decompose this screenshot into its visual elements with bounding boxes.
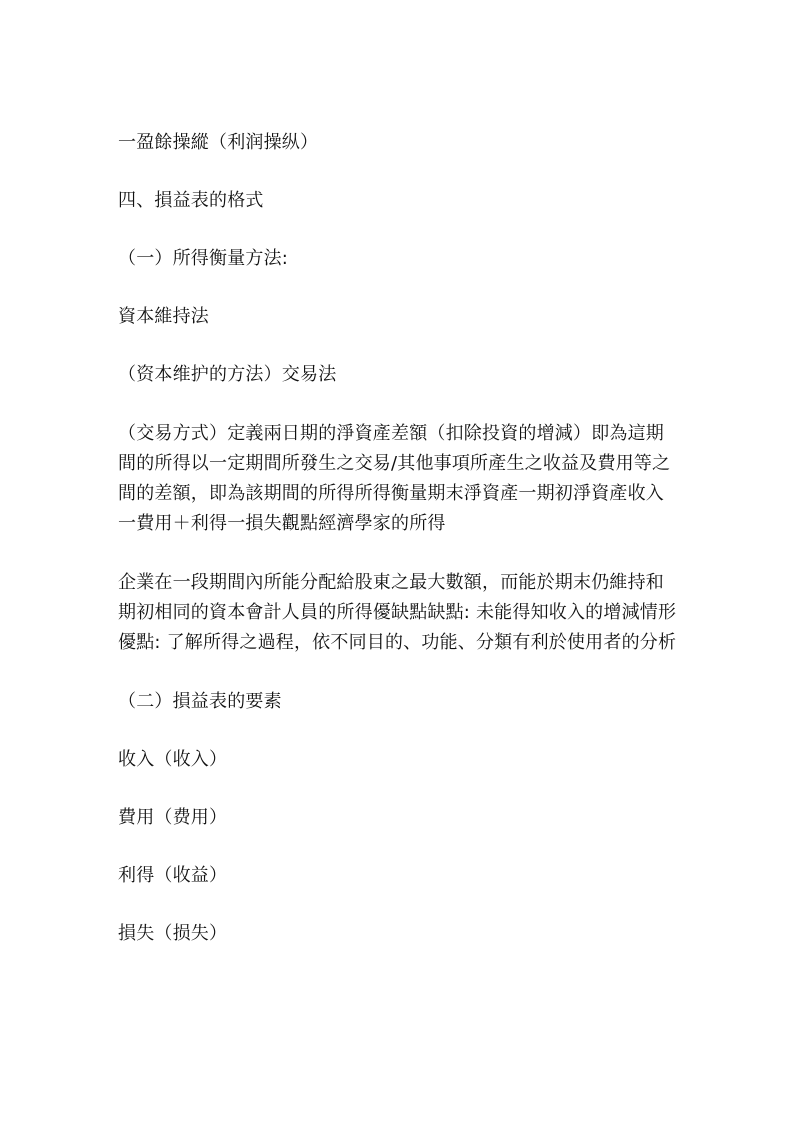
paragraph-spacer <box>118 539 678 568</box>
subsection-heading-income-statement-elements: （二）損益表的要素 <box>118 691 282 712</box>
paragraph-earnings-manipulation: 一盈餘操縱（利润操纵） <box>118 132 319 153</box>
subsection-heading-income-measurement: （一）所得衡量方法: <box>118 248 289 269</box>
paragraph-spacer <box>118 216 678 244</box>
paragraph-transaction-method-details: （交易方式）定義兩日期的淨資產差額（扣除投資的增減）即為這期間的所得以一定期間所發生之交易/其他事項所產生之收益及費用等之間的差額，即為該期間的所得所得衡量期末淨資產一期初淨資產收入一費用＋利得一損失觀點經濟學家的所得 <box>118 423 671 534</box>
paragraph-revenue: 收入（收入） <box>118 749 228 770</box>
paragraph-loss: 損失（损失） <box>118 923 228 944</box>
section-heading-income-statement-format: 四、損益表的格式 <box>118 190 264 211</box>
paragraph-spacer <box>118 775 678 803</box>
paragraph-expense: 費用（费用） <box>118 807 228 828</box>
paragraph-spacer <box>118 274 678 302</box>
paragraph-spacer <box>118 158 678 186</box>
paragraph-spacer <box>118 891 678 919</box>
paragraph-gain: 利得（收益） <box>118 865 228 886</box>
paragraph-spacer <box>118 390 678 419</box>
document-body <box>118 128 678 949</box>
paragraph-spacer <box>118 717 678 745</box>
paragraph-capital-maintenance-method: 資本維持法 <box>118 306 209 327</box>
paragraph-spacer <box>118 332 678 360</box>
paragraph-spacer <box>118 658 678 687</box>
paragraph-pros-cons: 企業在一段期間內所能分配給股東之最大數額，而能於期末仍維持和期初相同的資本會計人員的所得優缺點缺點: 未能得知收入的增減情形優點: 了解所得之過程，依不同目的、功能、分類有利於使用者的分析 <box>118 572 677 653</box>
paragraph-transaction-method: （资本维护的方法）交易法 <box>118 364 337 385</box>
paragraph-spacer <box>118 833 678 861</box>
